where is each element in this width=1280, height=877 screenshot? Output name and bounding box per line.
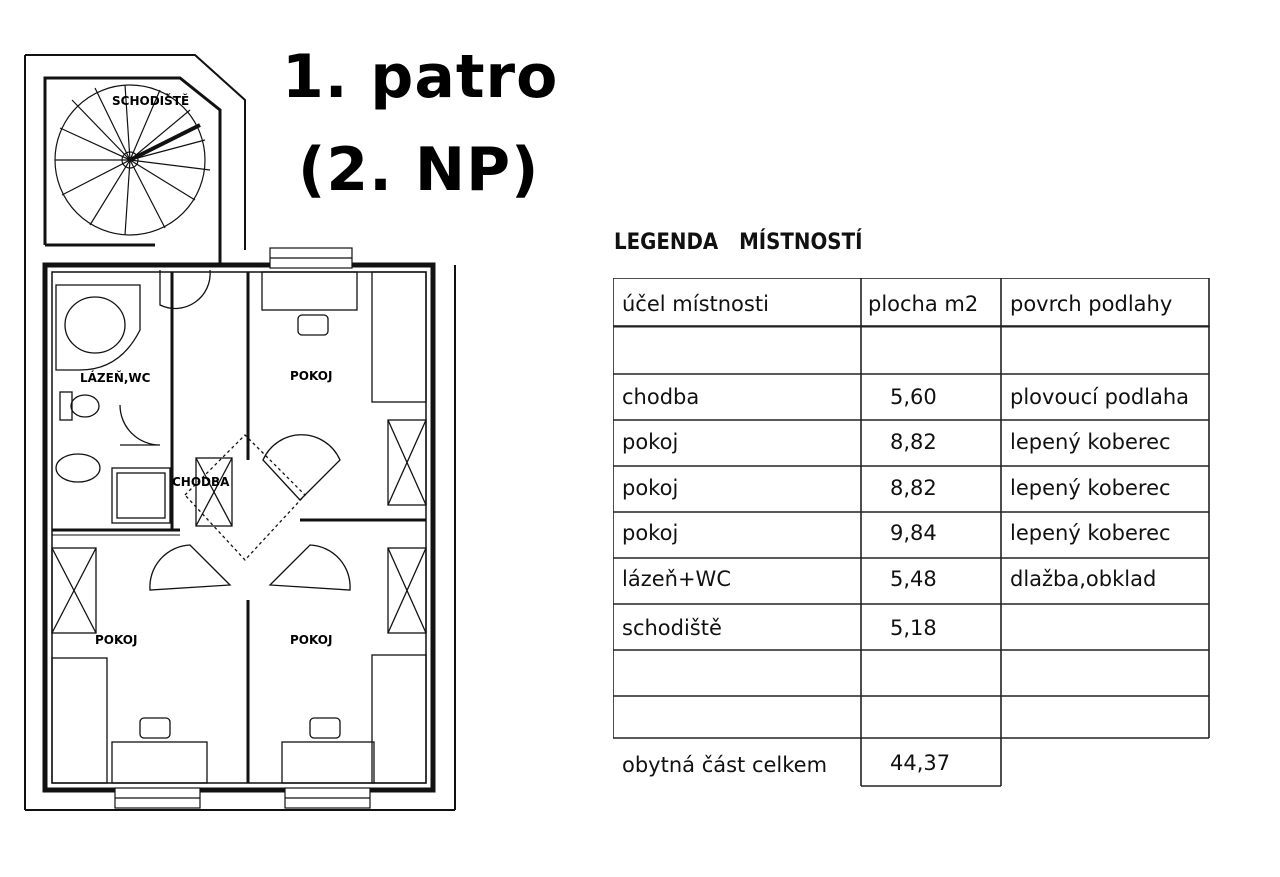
floor-title: 1. patro (282, 42, 559, 112)
legend-total-label: obytná část celkem (622, 753, 828, 777)
legend-header-purpose: účel místnosti (622, 292, 769, 316)
room-label-room-3: POKOJ (290, 633, 333, 647)
floor-subtitle: (2. NP) (298, 135, 540, 205)
legend-row-3-area: 8,82 (890, 476, 937, 500)
legend-row-1-area: 5,60 (890, 385, 937, 409)
legend-row-2-area: 8,82 (890, 430, 937, 454)
legend-title: LEGENDA MÍSTNOSTÍ (614, 230, 863, 255)
legend-header-floor: povrch podlahy (1010, 292, 1173, 316)
legend-row-6-purpose: schodiště (622, 616, 722, 640)
legend-total-value: 44,37 (890, 751, 951, 775)
floor-plan (0, 0, 470, 840)
room-label-room-2: POKOJ (95, 633, 138, 647)
legend-row-4-floor: lepený koberec (1010, 521, 1171, 545)
legend-row-3-floor: lepený koberec (1010, 476, 1171, 500)
legend-row-3-purpose: pokoj (622, 476, 679, 500)
legend-row-5-purpose: lázeň+WC (622, 567, 731, 591)
doors (120, 270, 350, 590)
room-label-bathroom: LÁZEŇ,WC (80, 371, 151, 385)
furniture (52, 272, 426, 783)
legend-row-5-floor: dlažba,obklad (1010, 567, 1157, 591)
room-label-stairs: SCHODIŠTĚ (112, 94, 190, 108)
legend-row-1-purpose: chodba (622, 385, 700, 409)
legend-row-1-floor: plovoucí podlaha (1010, 385, 1190, 409)
room-label-room-1: POKOJ (290, 369, 333, 383)
legend-header-area: plocha m2 (868, 292, 979, 316)
legend-row-2-purpose: pokoj (622, 430, 679, 454)
legend-row-2-floor: lepený koberec (1010, 430, 1171, 454)
legend-row-5-area: 5,48 (890, 567, 937, 591)
legend-row-4-purpose: pokoj (622, 521, 679, 545)
room-label-hall: CHODBA (172, 475, 230, 489)
legend-row-4-area: 9,84 (890, 521, 937, 545)
legend-row-6-area: 5,18 (890, 616, 937, 640)
